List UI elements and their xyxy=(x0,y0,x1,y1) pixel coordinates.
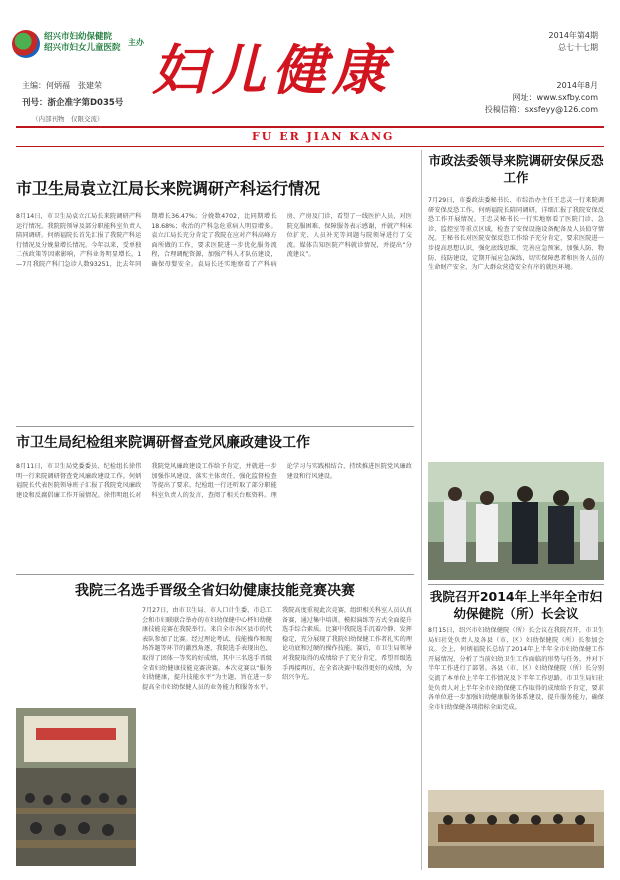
hospital-logo xyxy=(12,30,40,58)
masthead-title: 妇儿健康 xyxy=(152,38,392,102)
article-4-headline: 市政法委领导来院调研安保反恐工作 xyxy=(428,153,604,185)
contact-info xyxy=(485,80,598,116)
website[interactable]: 网址：www.sxfby.com xyxy=(512,93,598,102)
license-number: 刊号：浙企准字第D035号 xyxy=(22,98,124,108)
issue-info xyxy=(549,30,598,54)
internal-note: （内部刊物 仅限交流） xyxy=(32,115,104,123)
article-3-body-lead xyxy=(16,606,136,702)
divider-3 xyxy=(428,584,604,585)
issue-date: 2014年8月 xyxy=(556,81,598,90)
masthead-rule-2 xyxy=(16,146,604,147)
article-2-body: 8月11日，市卫生局党委委员、纪检组长徐伟明一行来院调研督查党风廉政建设工作。何炳福院长代表医院领导班子汇报了我院党风廉政建设和反腐倡廉工作开展情况。徐伟明组长对我院党风廉政建设工作给予肯定，并就进一步加强作风建设、落实主体责任、强化监督检查等提出了要求。纪检组一行还听取了部分职能科室负责人的发言，查阅了相关台账资料。理论学习与实践相结合，持续推进医院党风廉政建设和行风建设。 xyxy=(16,463,412,499)
org-line-2: 绍兴市妇女儿童医院 xyxy=(44,43,121,53)
masthead-pinyin: FU ER JIAN KANG xyxy=(252,130,395,143)
org-line-1: 绍兴市妇幼保健院 xyxy=(44,32,113,42)
divider-1 xyxy=(16,426,414,427)
org-name xyxy=(44,32,121,54)
competition-photo xyxy=(16,708,136,866)
host-tag: 主办 xyxy=(128,38,144,47)
column-divider xyxy=(421,150,422,870)
email[interactable]: 投稿信箱：sxsfeyy@126.com xyxy=(484,105,598,114)
article-3-headline: 我院三名选手晋级全省妇幼健康技能竞赛决赛 xyxy=(75,583,355,599)
masthead-rule xyxy=(16,126,604,128)
editors: 主编：何炳福 张建荣 xyxy=(22,81,102,90)
meeting-photo xyxy=(428,790,604,868)
article-3-body: 7月27日，由市卫生局、市人口计生委、市总工会和市妇联联合举办的市妇幼保健中心杯妇幼健康技能竞赛在我院举行。来自全市各区县市的代表队参加了比赛。经过理论考试、技能操作和现场答题等环节的激烈角逐，我院选手表现出色，取得了团体一等奖的好成绩，其中三名选手晋级全省妇幼健康技能竞赛决赛。本次竞赛以“服务妇幼健康，提升技能水平”为主题，旨在进一步提高全市妇幼保健人员的业务能力和服务水平。我院高度重视此次竞赛，组织相关科室人员认真备赛，通过集中培训、模拟演练等方式全面提升选手综合素质。比赛中我院选手沉着冷静、发挥稳定，充分展现了我院妇幼保健工作者扎实的理论功底和过硬的操作技能。赛后，市卫生局领导对我院取得的成绩给予了充分肯定，希望晋级选手再接再厉，在全省决赛中取得更好的成绩，为绍兴争光。 xyxy=(142,607,412,691)
article-2-headline: 市卫生局纪检组来院调研督查党风廉政建设工作 xyxy=(16,435,310,451)
article-5-headline: 我院召开2014年上半年全市妇幼保健院（所）长会议 xyxy=(429,589,603,621)
article-1-headline: 市卫生局袁立江局长来院调研产科运行情况 xyxy=(16,179,321,198)
article-5-body: 8月15日，绍兴市妇幼保健院（所）长会议在我院召开，市卫生局妇社处负责人及各县（市、区）妇幼保健院（所）长参加会议。会上，何炳福院长总结了2014年上半年全市妇幼保健工作开展情况，分析了当前妇幼卫生工作面临的形势与任务，并对下半年工作进行了部署。各县（市、区）妇幼保健院（所）长分别交流了本单位上半年工作情况及下半年工作思路。市卫生局妇社处负责人对上半年全市妇幼保健工作取得的成绩给予肯定，要求各单位进一步加强妇幼健康服务体系建设，提升服务能力，确保全市妇幼保健各项指标全面完成。 xyxy=(428,627,604,711)
article-4-body: 7月29日，市委政法委秘书长、市综治办主任王忠灵一行来院调研安保反恐工作。何炳福院长陪同调研，详细汇报了我院安保反恐工作开展情况。王忠灵秘书长一行实地察看了医院门诊、急诊、监控室等重点区域，检查了安保设施设备配备及人员值守情况。王秘书长对医院安保反恐工作给予充分肯定，要求医院进一步提高思想认识，强化底线思维，完善应急预案，加强人防、物防、技防建设，定期开展应急演练，切实保障患者和医务人员的生命财产安全，为广大群众营造安全有序的就医环境。 xyxy=(428,197,604,272)
article-1-body: 8月14日，市卫生局袁立江局长来院调研产科运行情况。我院院领导及部分职能科室负责人陪同调研。何炳福院长首先汇报了我院产科运行情况及分娩量增长情况。今年以来，受单独二孩政策等因素影响，产科业务明显增长，1—7月我院产科门急诊人数93251，比去年同期增长36.47%；分娩数4702，比同期增长18.68%；收治的产科急危重病人明显增多。袁立江局长充分肯定了我院在应对产科高峰方面所做的工作，要求医院进一步优化服务流程，合理调配资源，加强产科人才队伍建设，确保母婴安全。袁局长还实地察看了产科病房、产房及门诊，看望了一线医护人员，对医院克服困难、保障服务表示感谢，并就产科床位扩充、人员补充等问题与院领导进行了交流。媒体告知医院产科就诊情况，并提出“分流建议”。 xyxy=(16,213,412,268)
divider-2 xyxy=(16,574,414,575)
total-issue: 总七十七期 xyxy=(558,43,598,52)
security-inspection-photo xyxy=(428,462,604,580)
issue-number: 2014年第4期 xyxy=(548,31,598,40)
